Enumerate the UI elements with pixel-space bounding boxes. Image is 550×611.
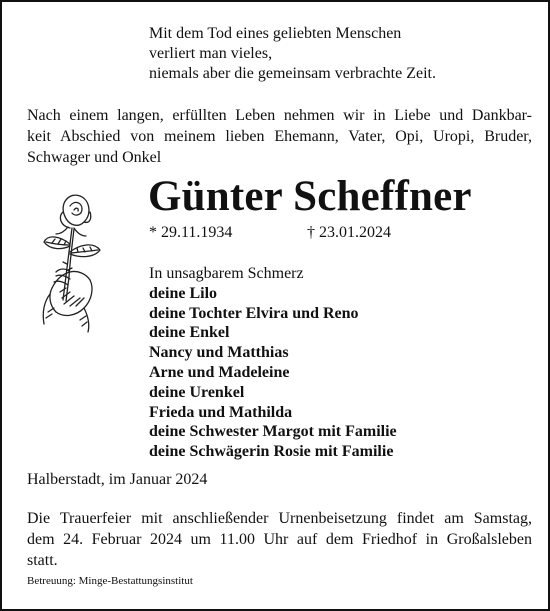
intro-line: Schwager und Onkel bbox=[27, 149, 162, 166]
intro-text bbox=[27, 105, 532, 168]
poem-line: niemals aber die gemeinsam verbrachte Zeit. bbox=[149, 65, 436, 82]
poem-line: Mit dem Tod eines geliebten Menschen bbox=[149, 25, 402, 42]
poem-line: verliert man vieles, bbox=[149, 45, 273, 62]
funeral-info bbox=[27, 508, 532, 571]
funeral-line: dem 24. Februar 2024 um 11.00 Uhr auf dem Friedhof in Großalsleben bbox=[27, 531, 532, 548]
memorial-poem bbox=[149, 24, 436, 84]
mourner-line: Nancy und Matthias bbox=[149, 344, 289, 362]
deceased-name: Günter Scheffner bbox=[148, 173, 472, 220]
mourners-list bbox=[149, 264, 397, 462]
mourner-line: Frieda und Mathilda bbox=[149, 403, 293, 421]
funeral-line: Die Trauerfeier mit anschließender Urnenbeisetzung findet am Samstag, bbox=[27, 510, 532, 527]
funeral-home-credit: Betreuung: Minge-Bestattungsinstitut bbox=[27, 575, 193, 587]
mourner-line: deine Schwester Margot mit Familie bbox=[149, 423, 397, 441]
intro-line: Nach einem langen, erfüllten Leben nehmen wir in Liebe und Dankbar- bbox=[27, 107, 532, 124]
funeral-line: statt. bbox=[27, 552, 58, 569]
mourner-line: deine Tochter Elvira und Reno bbox=[149, 304, 359, 322]
mourners-intro: In unsagbarem Schmerz bbox=[149, 265, 304, 282]
place-date: Halberstadt, im Januar 2024 bbox=[27, 471, 208, 488]
mourner-line: deine Schwägerin Rosie mit Familie bbox=[149, 443, 394, 461]
mourner-line: deine Lilo bbox=[149, 284, 218, 302]
rose-in-hand-icon bbox=[30, 184, 110, 334]
birth-date: * 29.11.1934 bbox=[149, 224, 233, 241]
mourner-line: Arne und Madeleine bbox=[149, 363, 290, 381]
death-date: † 23.01.2024 bbox=[307, 224, 391, 241]
mourner-line: deine Urenkel bbox=[149, 383, 245, 401]
intro-line: keit Abschied von meinem lieben Ehemann, Vater, Opi, Uropi, Bruder, bbox=[27, 128, 532, 145]
mourner-line: deine Enkel bbox=[149, 324, 230, 342]
